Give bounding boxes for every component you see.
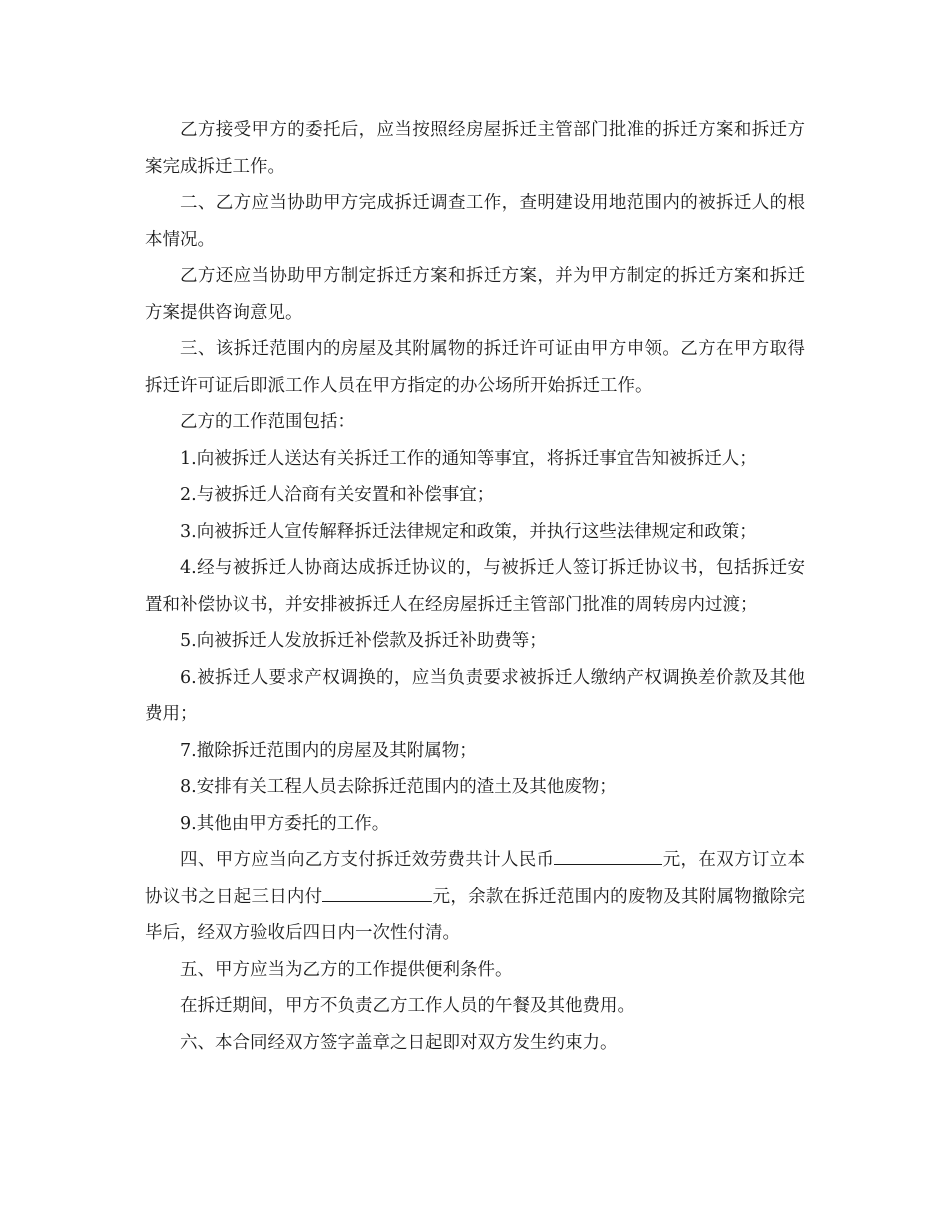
list-item: 7.撤除拆迁范围内的房屋及其附属物；: [180, 740, 477, 761]
paragraph: 在拆迁期间，甲方不负责乙方工作人员的午餐及其他费用。: [180, 996, 635, 1016]
paragraph: 六、本合同经双方签字盖章之日起即对双方发生约束力。: [180, 1032, 618, 1053]
list-item: 1.向被拆迁人送达有关拆迁工作的通知等事宜，将拆迁事宜告知被拆迁人；: [180, 448, 757, 469]
paragraph: 乙方接受甲方的委托后，应当按照经房屋拆迁主管部门批准的拆迁方案和拆迁方案完成拆迁工作。: [145, 120, 805, 177]
list-item: 5.向被拆迁人发放拆迁补偿款及拆迁补助费等；: [180, 631, 547, 651]
document-body: [145, 112, 805, 1061]
list-item: 8.安排有关工程人员去除拆迁范围内的渣土及其他废物；: [180, 777, 617, 797]
list-item: 6.被拆迁人要求产权调换的，应当负责要求被拆迁人缴纳产权调换差价款及其他费用；: [145, 667, 805, 724]
fee-clause-text: 四、甲方应当向乙方支付拆迁效劳费共计人民币: [180, 850, 555, 870]
paragraph: 乙方还应当协助甲方制定拆迁方案和拆迁方案，并为甲方制定的拆迁方案和拆迁方案提供咨询意见。: [145, 266, 805, 323]
list-item: 4.经与被拆迁人协商达成拆迁协议的，与被拆迁人签订拆迁协议书，包括拆迁安置和补偿协议书，并安排被拆迁人在经房屋拆迁主管部门批准的周转房内过渡；: [145, 558, 805, 615]
list-item: 2.与被拆迁人洽商有关安置和补偿事宜；: [180, 485, 495, 505]
paragraph: 乙方的工作范围包括：: [180, 412, 355, 432]
list-item: 3.向被拆迁人宣传解释拆迁法律规定和政策，并执行这些法律规定和政策；: [180, 521, 757, 542]
fee-clause-text: 元，在双方订立本协议书之日起三日内付: [145, 850, 806, 907]
paragraph: 二、乙方应当协助甲方完成拆迁调查工作，查明建设用地范围内的被拆迁人的根本情况。: [145, 193, 805, 250]
total-fee-blank[interactable]: [554, 842, 662, 865]
paragraph: 五、甲方应当为乙方的工作提供便利条件。: [180, 959, 513, 980]
list-item: 9.其他由甲方委托的工作。: [180, 813, 390, 834]
advance-payment-blank[interactable]: [322, 879, 432, 902]
fee-clause-text: 元，余款在拆迁范围内的废物及其附属物撤除完毕后，经双方验收后四日内一次性付清。: [145, 886, 806, 943]
fee-clause-paragraph: [145, 842, 805, 952]
paragraph: 三、该拆迁范围内的房屋及其附属物的拆迁许可证由甲方申领。乙方在甲方取得拆迁许可证后即派工作人员在甲方指定的办公场所开始拆迁工作。: [145, 339, 805, 396]
